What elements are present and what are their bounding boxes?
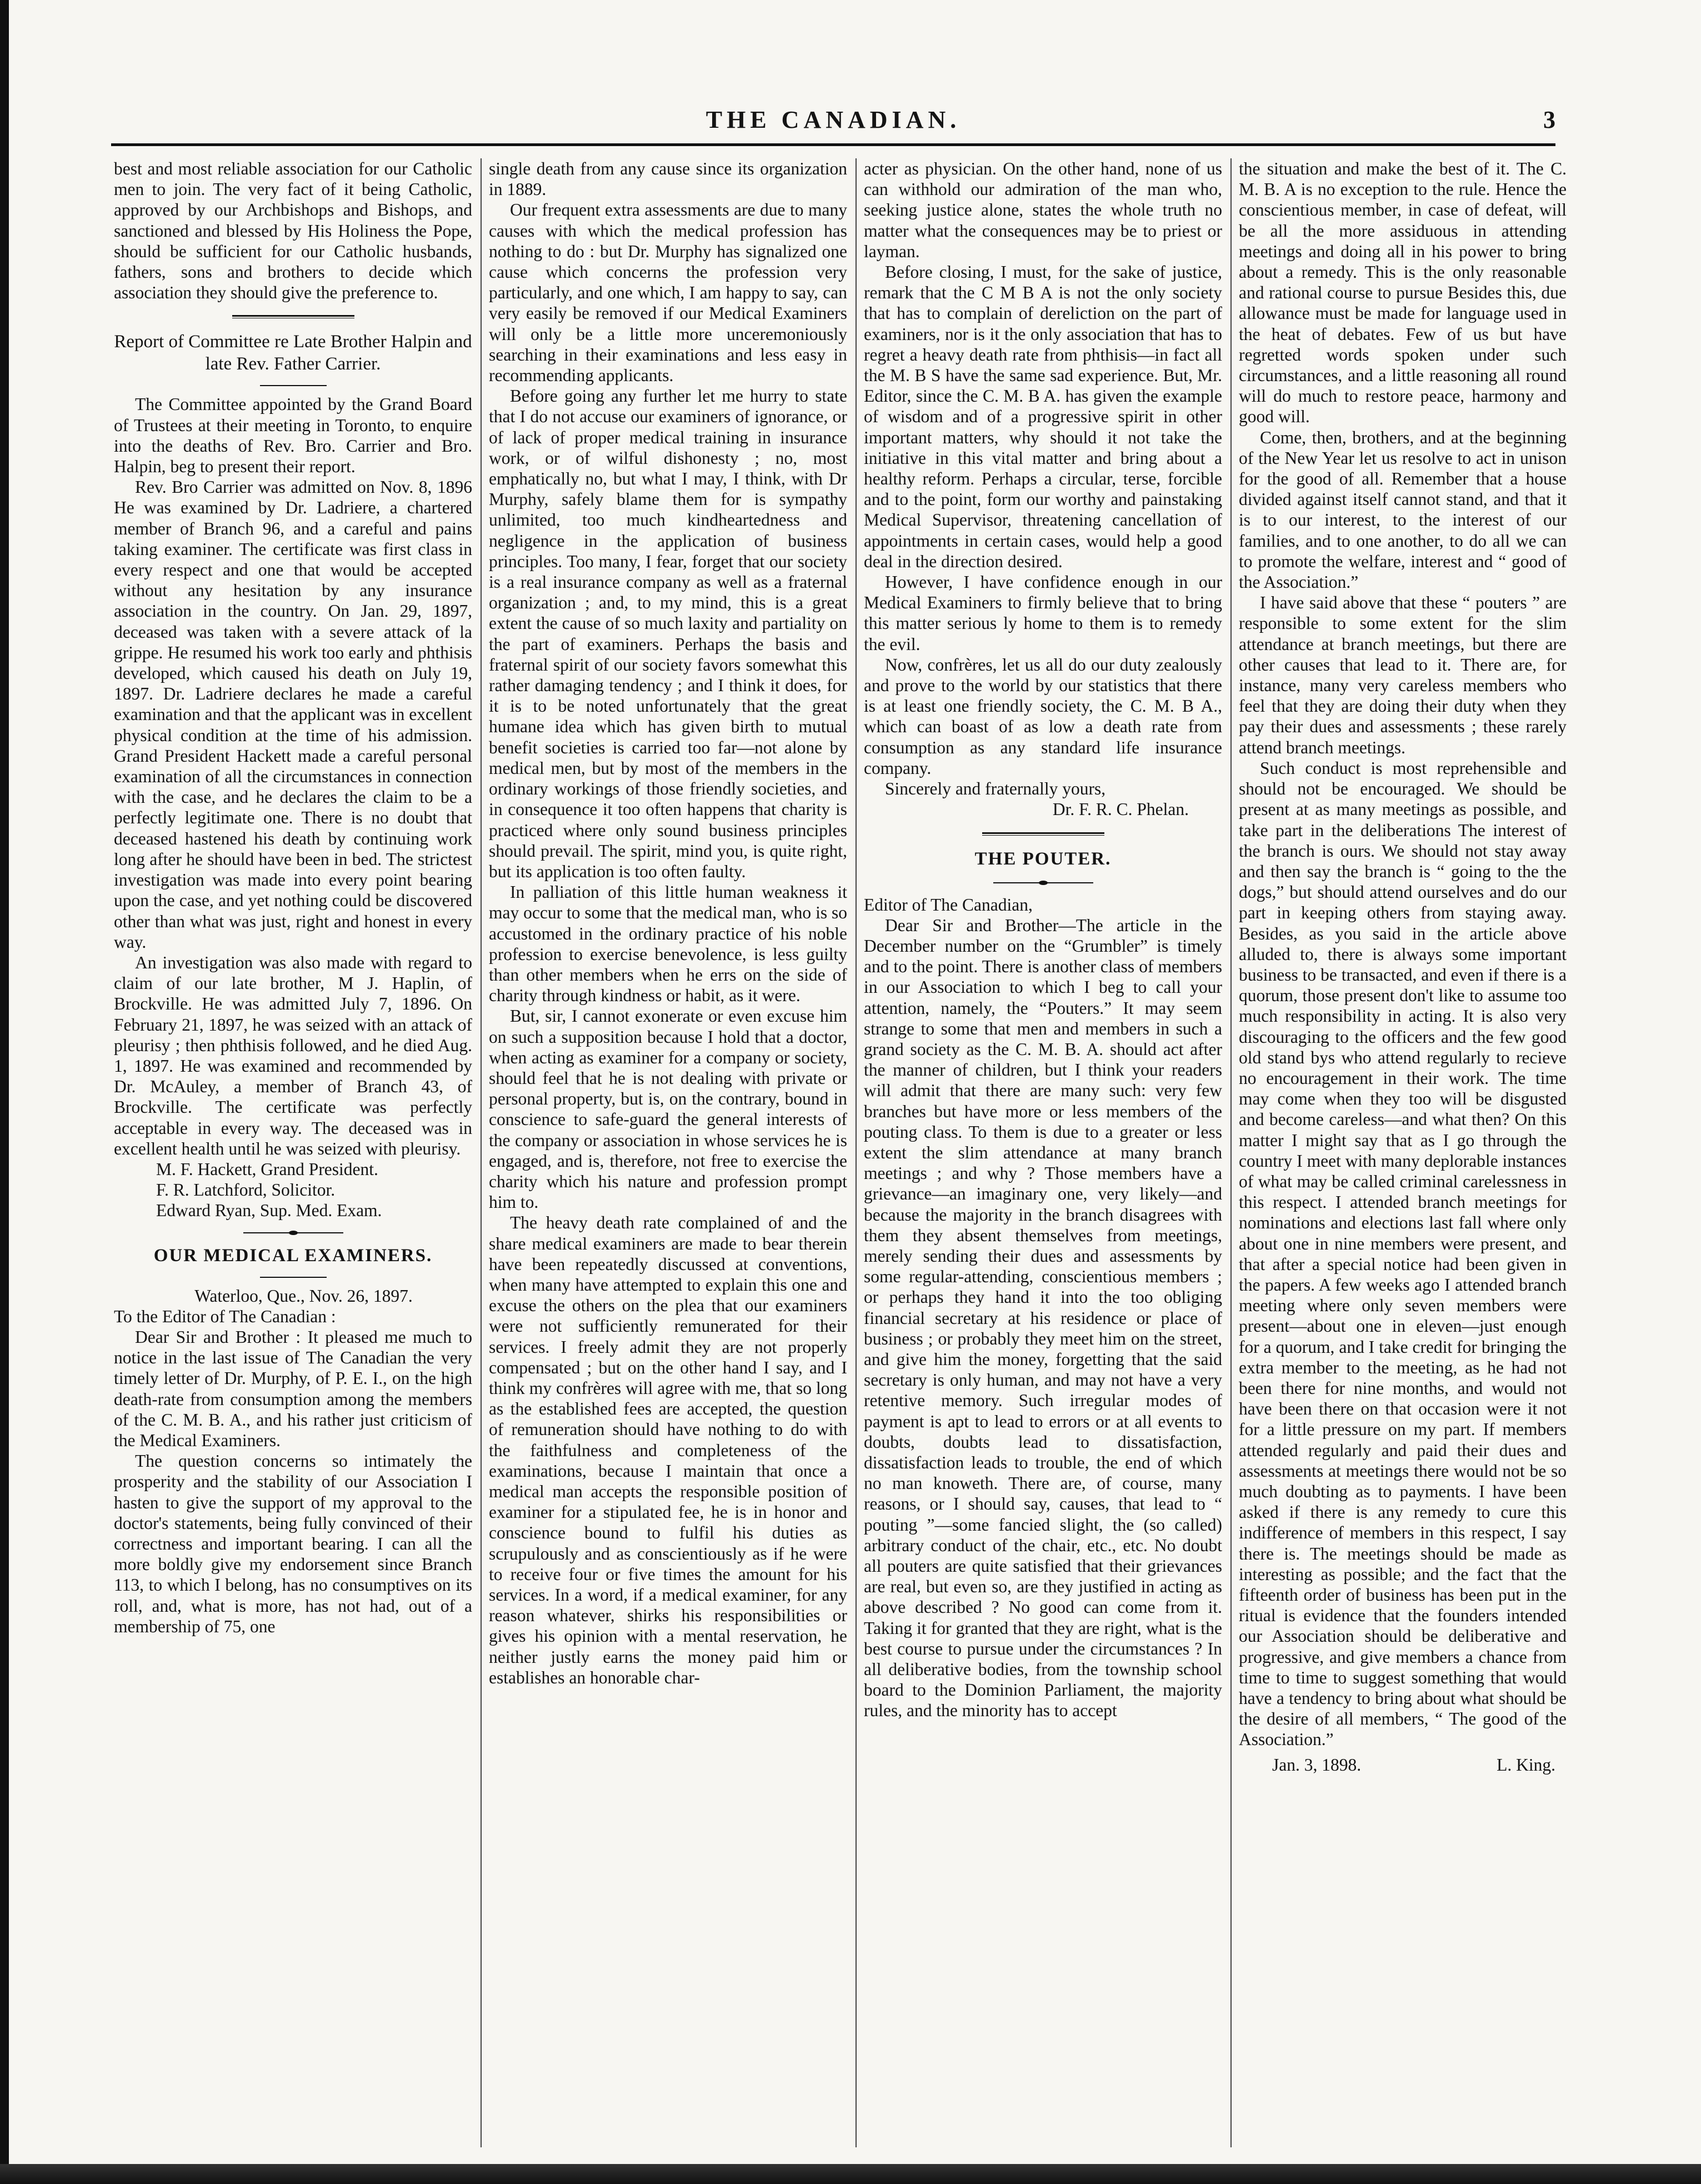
- signature-line: Edward Ryan, Sup. Med. Exam.: [156, 1201, 382, 1221]
- paragraph: acter as physician. On the other hand, none of us can withhold our admiration of the man who, seeking justice alone, states the whole truth no matter what the consequences may be to priest or layman.: [864, 159, 1222, 261]
- signature-line: Dr. F. R. C. Phelan.: [1052, 799, 1189, 819]
- heading-rule: [260, 1277, 327, 1278]
- salutation: To the Editor of The Canadian :: [114, 1306, 336, 1326]
- dateline: Waterloo, Que., Nov. 26, 1897.: [194, 1286, 413, 1306]
- binding-spine-edge: [0, 0, 9, 2184]
- salutation: Editor of The Canadian,: [864, 894, 1033, 914]
- heading-rule: [993, 880, 1093, 886]
- header-rule: [111, 143, 1555, 146]
- paragraph: The heavy death rate complained of and the share medical examiners are made to bear therein have been repeatedly discussed at conventions, when many have attempted to explain this one and excuse the others on the plea that our examiners were not sufficiently remunerated for their services. I freely admit they are not properly compensated ; but on the other hand I say, and I think my confrères will agree with me, that so long as the established fees are accepted, the question of remuneration should have nothing to do with the faithfulness and completeness of the examinations, because I maintain that once a medical man accepts the responsible position of examiner for a stipulated fee, he is in honor and conscience bound to fulfil his duties as scrupulously and as conscientiously as if he were to receive four or five times the amount for his services. In a word, if a medical examiner, for any reason whatever, shirks his responsibilities or gives his opinion with a mental reservation, he neither justly earns the money paid him or establishes an honorable char-: [489, 1213, 847, 1687]
- column-4: [1239, 158, 1567, 2147]
- letter-date: Jan. 3, 1898.: [1272, 1755, 1362, 1775]
- article-heading-pouter: THE POUTER.: [974, 848, 1112, 869]
- signature-line: L. King.: [1497, 1755, 1555, 1775]
- paragraph: Dear Sir and Brother : It pleased me much to notice in the last issue of The Canadian the very timely letter of Dr. Murphy, of P. E. I., on the high death-rate from consumption among the members of the C. M. B. A., and his rather just criticism of the Medical Examiners.: [114, 1327, 472, 1450]
- paragraph: But, sir, I cannot exonerate or even excuse him on such a supposition because I hold that a doctor, when acting as examiner for a company or society, should feel that he is not dealing with private or personal property, but is, on the contrary, bound in conscience to safe-guard the general interests of the company or association in whose services he is engaged, and is, therefore, not free to exercise the charity which his nature and profession prompt him to.: [489, 1006, 847, 1212]
- paragraph: Dear Sir and Brother—The article in the December number on the “Grumbler” is timely and to the point. There is another class of members in our Association to which I beg to call your attention, namely, the “Pouters.” It may seem strange to some that men and members in such a grand society as the C. M. B. A. should act after the manner of children, but I think your readers will admit that there are many such: very few branches but have more or less members of the pouting class. To them is due to a greater or less extent the slim attendance at many branch meetings ; and why ? Those members have a grievance—an imaginary one, very likely—and because the majority in the branch disagrees with them they absent themselves from meetings, merely sending their dues and assessments by some regular-attending, conscientious members ; or perhaps they hand it into the too obliging financial secretary at his residence or place of business ; or probably they meet him on the street, and give him the money, forgetting that the said secretary is only human, and may not have a very retentive memory. Such irregular modes of payment is apt to lead to errors or at all events to doubts, doubts lead to dissatisfaction, dissatisfaction leads to trouble, the end of which no man knoweth. There are, of course, many reasons, or I should say, causes, that lead to “ pouting ”—some fancied slight, the (so called) arbitrary conduct of the chair, etc., etc. No doubt all pouters are quite satisfied that their grievances are real, but even so, are they justified in acting as above described ? No good can come from it. Taking it for granted that they are right, what is the best course to pursue under the circumstances ? In all deliberative bodies, from the township school board to the Dominion Parliament, the majority rules, and the minority has to accept: [864, 915, 1222, 1721]
- paragraph: An investigation was also made with regard to claim of our late brother, M J. Haplin, of Brockville. He was admitted July 7, 1896. On February 21, 1897, he was seized with an attack of pleurisy ; then phthisis followed, and he died Aug. 1, 1897. He was examined and recommended by Dr. McAuley, a member of Branch 43, of Brockville. The certificate was perfectly acceptable in every way. The deceased was in excellent health until he was seized with pleurisy.: [114, 952, 472, 1158]
- paragraph: best and most reliable association for our Catholic men to join. The very fact of it being Catholic, approved by our Archbishops and Bishops, and sanctioned and blessed by His Holiness the Pope, should be sufficient for our Catholic husbands, fathers, sons and brothers to decide which association they should give the preference to.: [114, 159, 472, 303]
- paragraph: Come, then, brothers, and at the beginning of the New Year let us resolve to act in unison for the good of all. Remember that a house divided against itself cannot stand, and that it is to our interest, to the interest of our families, and to one another, to do all we can to promote the welfare, interest and “ good of the Association.”: [1239, 427, 1567, 592]
- paragraph: Before closing, I must, for the sake of justice, remark that the C M B A is not the only society that has to complain of dereliction on the part of examiners, nor is it the only association that has to regret a heavy death rate from phthisis—in fact all the M. B S have the same sad experience. But, Mr. Editor, since the C. M. B A. has given the example of wisdom and of a progressive spirit in other important matters, why should it not take the initiative in this vital matter and bring about a healthy reform. Perhaps a circular, terse, forcible and to the point, form our worthy and painstaking Medical Supervisor, threatening cancellation of appointments in certain cases, would help a good deal in the direction desired.: [864, 262, 1222, 571]
- paragraph: Before going any further let me hurry to state that I do not accuse our examiners of ignorance, or of lack of proper medical training in insurance work, or of wilful dishonesty ; no, most emphatically no, but what I may, I think, with Dr Murphy, safely blame them for is sympathy unlimited, too much kindheartedness and negligence in the application of business principles. Too many, I fear, forget that our society is a real insurance company as well as a fraternal organization ; and, to my mind, this is a great extent the cause of so much laxity and partiality on the part of examiners. Perhaps the basis and fraternal spirit of our society favors somewhat this rather damaging tendency ; and I think it does, for it is to be noted unfortunately that the great humane idea which has given birth to mutual benefit societies is carried too far—not alone by medical men, but by most of the members in the ordinary workings of those friendly societies, and in consequence it too often happens that charity is practiced where only sound business principles should prevail. The spirit, mind you, is quite right, but its application is too often faulty.: [489, 386, 847, 881]
- column-rule: [855, 158, 857, 2147]
- paragraph: single death from any cause since its organization in 1889.: [489, 159, 847, 199]
- paragraph: Rev. Bro Carrier was admitted on Nov. 8, 1896 He was examined by Dr. Ladriere, a chartered member of Branch 96, and a careful and pains taking examiner. The certificate was first class in every respect and one that would be accepted without any hesitation by any insurance association in the country. On Jan. 29, 1897, deceased was taken with a severe attack of la grippe. He resumed his work too early and phthisis developed, which caused his death on July 19, 1897. Dr. Ladriere declares he made a careful examination and that the applicant was in excellent physical condition at the time of his admission. Grand President Hackett made a careful personal examination of all the circumstances in connection with the case, and he declares the claim to be a perfectly legitimate one. There is no doubt that deceased hastened his death by continuing work long after he should have been in bed. The strictest investigation was made into every point bearing upon the case, and yet nothing could be discovered other than what was just, right and honest in every way.: [114, 477, 472, 952]
- column-rule: [1230, 158, 1232, 2147]
- paragraph: Our frequent extra assessments are due to many causes with which the medical profession has nothing to do : but Dr. Murphy has signalized one cause which concerns the profession very particularly, and one which, I am happy to say, can very easily be removed if our Medical Examiners will only be a little more unceremoniously searching in their examinations and less easy in recommending applicants.: [489, 200, 847, 386]
- paragraph: In palliation of this little human weakness it may occur to some that the medical man, who is so accustomed in the ordinary practice of his noble profession to exercise benevolence, is less guilty than other members when he errs on the side of charity through kindness or habit, as it were.: [489, 882, 847, 1006]
- column-3: [864, 158, 1222, 2147]
- paragraph: the situation and make the best of it. The C. M. B. A is no exception to the rule. Hence the conscientious member, in case of defeat, will be all the more assiduous in attending meetings and doing all in his power to bring about a remedy. This is the only reasonable and rational course to pursue Besides this, due allowance must be made for language used in the heat of debates. Few of us but have regretted words spoken under such circumstances, and a little reasoning all round will do much to restore peace, harmony and good will.: [1239, 159, 1567, 427]
- column-2: [489, 158, 847, 2147]
- paragraph: Such conduct is most reprehensible and should not be encouraged. We should be present at as many meetings as possible, and take part in the deliberations The interest of the branch is ours. We should not stay away and then say the branch is “ going to the the dogs,” but should attend ourselves and do our part in keeping others from staying away. Besides, as you said in the article above alluded to, there is always some important business to be transacted, and even if there is a quorum, those present don't like to assume too much responsibility in acting. It is also very discouraging to the officers and the few good old stand bys who attend regularly to recieve no encouragement in their work. The time may come when they too will be disgusted and become careless—and what then? On this matter I might say that as I go through the country I meet with many deplorable instances of what may be called criminal carelessness in this respect. I attended branch meetings for nominations and elections last fall where only about one in nine members were present, and that after a special notice had been given in the papers. A few weeks ago I attended branch meeting where only seven members were present—about one in eleven—just enough for a quorum, and I take credit for bringing the extra member to the meeting, as he had not been there for nine months, and would not have been there on that occasion were it not for a little pressure on my part. If members attended regularly and paid their dues and assessments at meetings there would not be so much doubting as to payments. I have been asked if there is any remedy to cure this indifference of members in this respect, I say there is. The meetings should be made as interesting as possible; and the fact that the fifteenth order of business has been put in the ritual is evidence that the founders intended our Association should be deliberative and progressive, and give members a chance from time to time to suggest something that would have a tendency to bring about what should be the desire of all members, “ The good of the Association.”: [1239, 758, 1567, 1750]
- section-divider: [232, 313, 354, 321]
- article-heading-medical-examiners: OUR MEDICAL EXAMINERS.: [153, 1245, 433, 1266]
- page-bottom-edge: [0, 2164, 1701, 2184]
- section-divider: [982, 830, 1104, 838]
- section-divider: [243, 1230, 343, 1236]
- paragraph: The Committee appointed by the Grand Board of Trustees at their meeting in Toronto, to enquire into the deaths of Rev. Bro. Carrier and Bro. Halpin, beg to present their report.: [114, 394, 472, 477]
- masthead-title: THE CANADIAN.: [706, 106, 961, 133]
- signature-line: F. R. Latchford, Solicitor.: [156, 1180, 336, 1200]
- paragraph: Now, confrères, let us all do our duty zealously and prove to the world by our statistics that there is at least one friendly society, the C. M. B A., which can boast of as low a death rate from consumption as any standard life insurance company.: [864, 654, 1222, 778]
- closing-line: Sincerely and fraternally yours,: [885, 779, 1106, 799]
- column-rule: [481, 158, 482, 2147]
- column-1: [114, 158, 472, 2147]
- signature-line: M. F. Hackett, Grand President.: [156, 1159, 378, 1179]
- page-header: [111, 106, 1555, 139]
- paragraph: I have said above that these “ pouters ” are responsible to some extent for the slim attendance at branch meetings, but there are other causes that lead to it. There are, for instance, many very careless members who feel that they are doing their duty when they pay their dues and assessments ; these rarely attend branch meetings.: [1239, 593, 1567, 757]
- paragraph: The question concerns so intimately the prosperity and the stability of our Association I hasten to give the support of my approval to the doctor's statements, being fully convinced of their correctness and important bearing. I can all the more boldly give my endorsement since Branch 113, to which I belong, has no consumptives on its roll, and, what is more, has not had, out of a membership of 75, one: [114, 1451, 472, 1636]
- article-heading-committee-report: Report of Committee re Late Brother Halpin and late Rev. Father Carrier.: [114, 332, 472, 374]
- page-number: 3: [1543, 106, 1555, 133]
- heading-rule: [260, 385, 327, 386]
- closing-line: [1239, 1755, 1567, 1775]
- paragraph: However, I have confidence enough in our Medical Examiners to firmly believe that to bring this matter serious ly home to them is to remedy the evil.: [864, 572, 1222, 654]
